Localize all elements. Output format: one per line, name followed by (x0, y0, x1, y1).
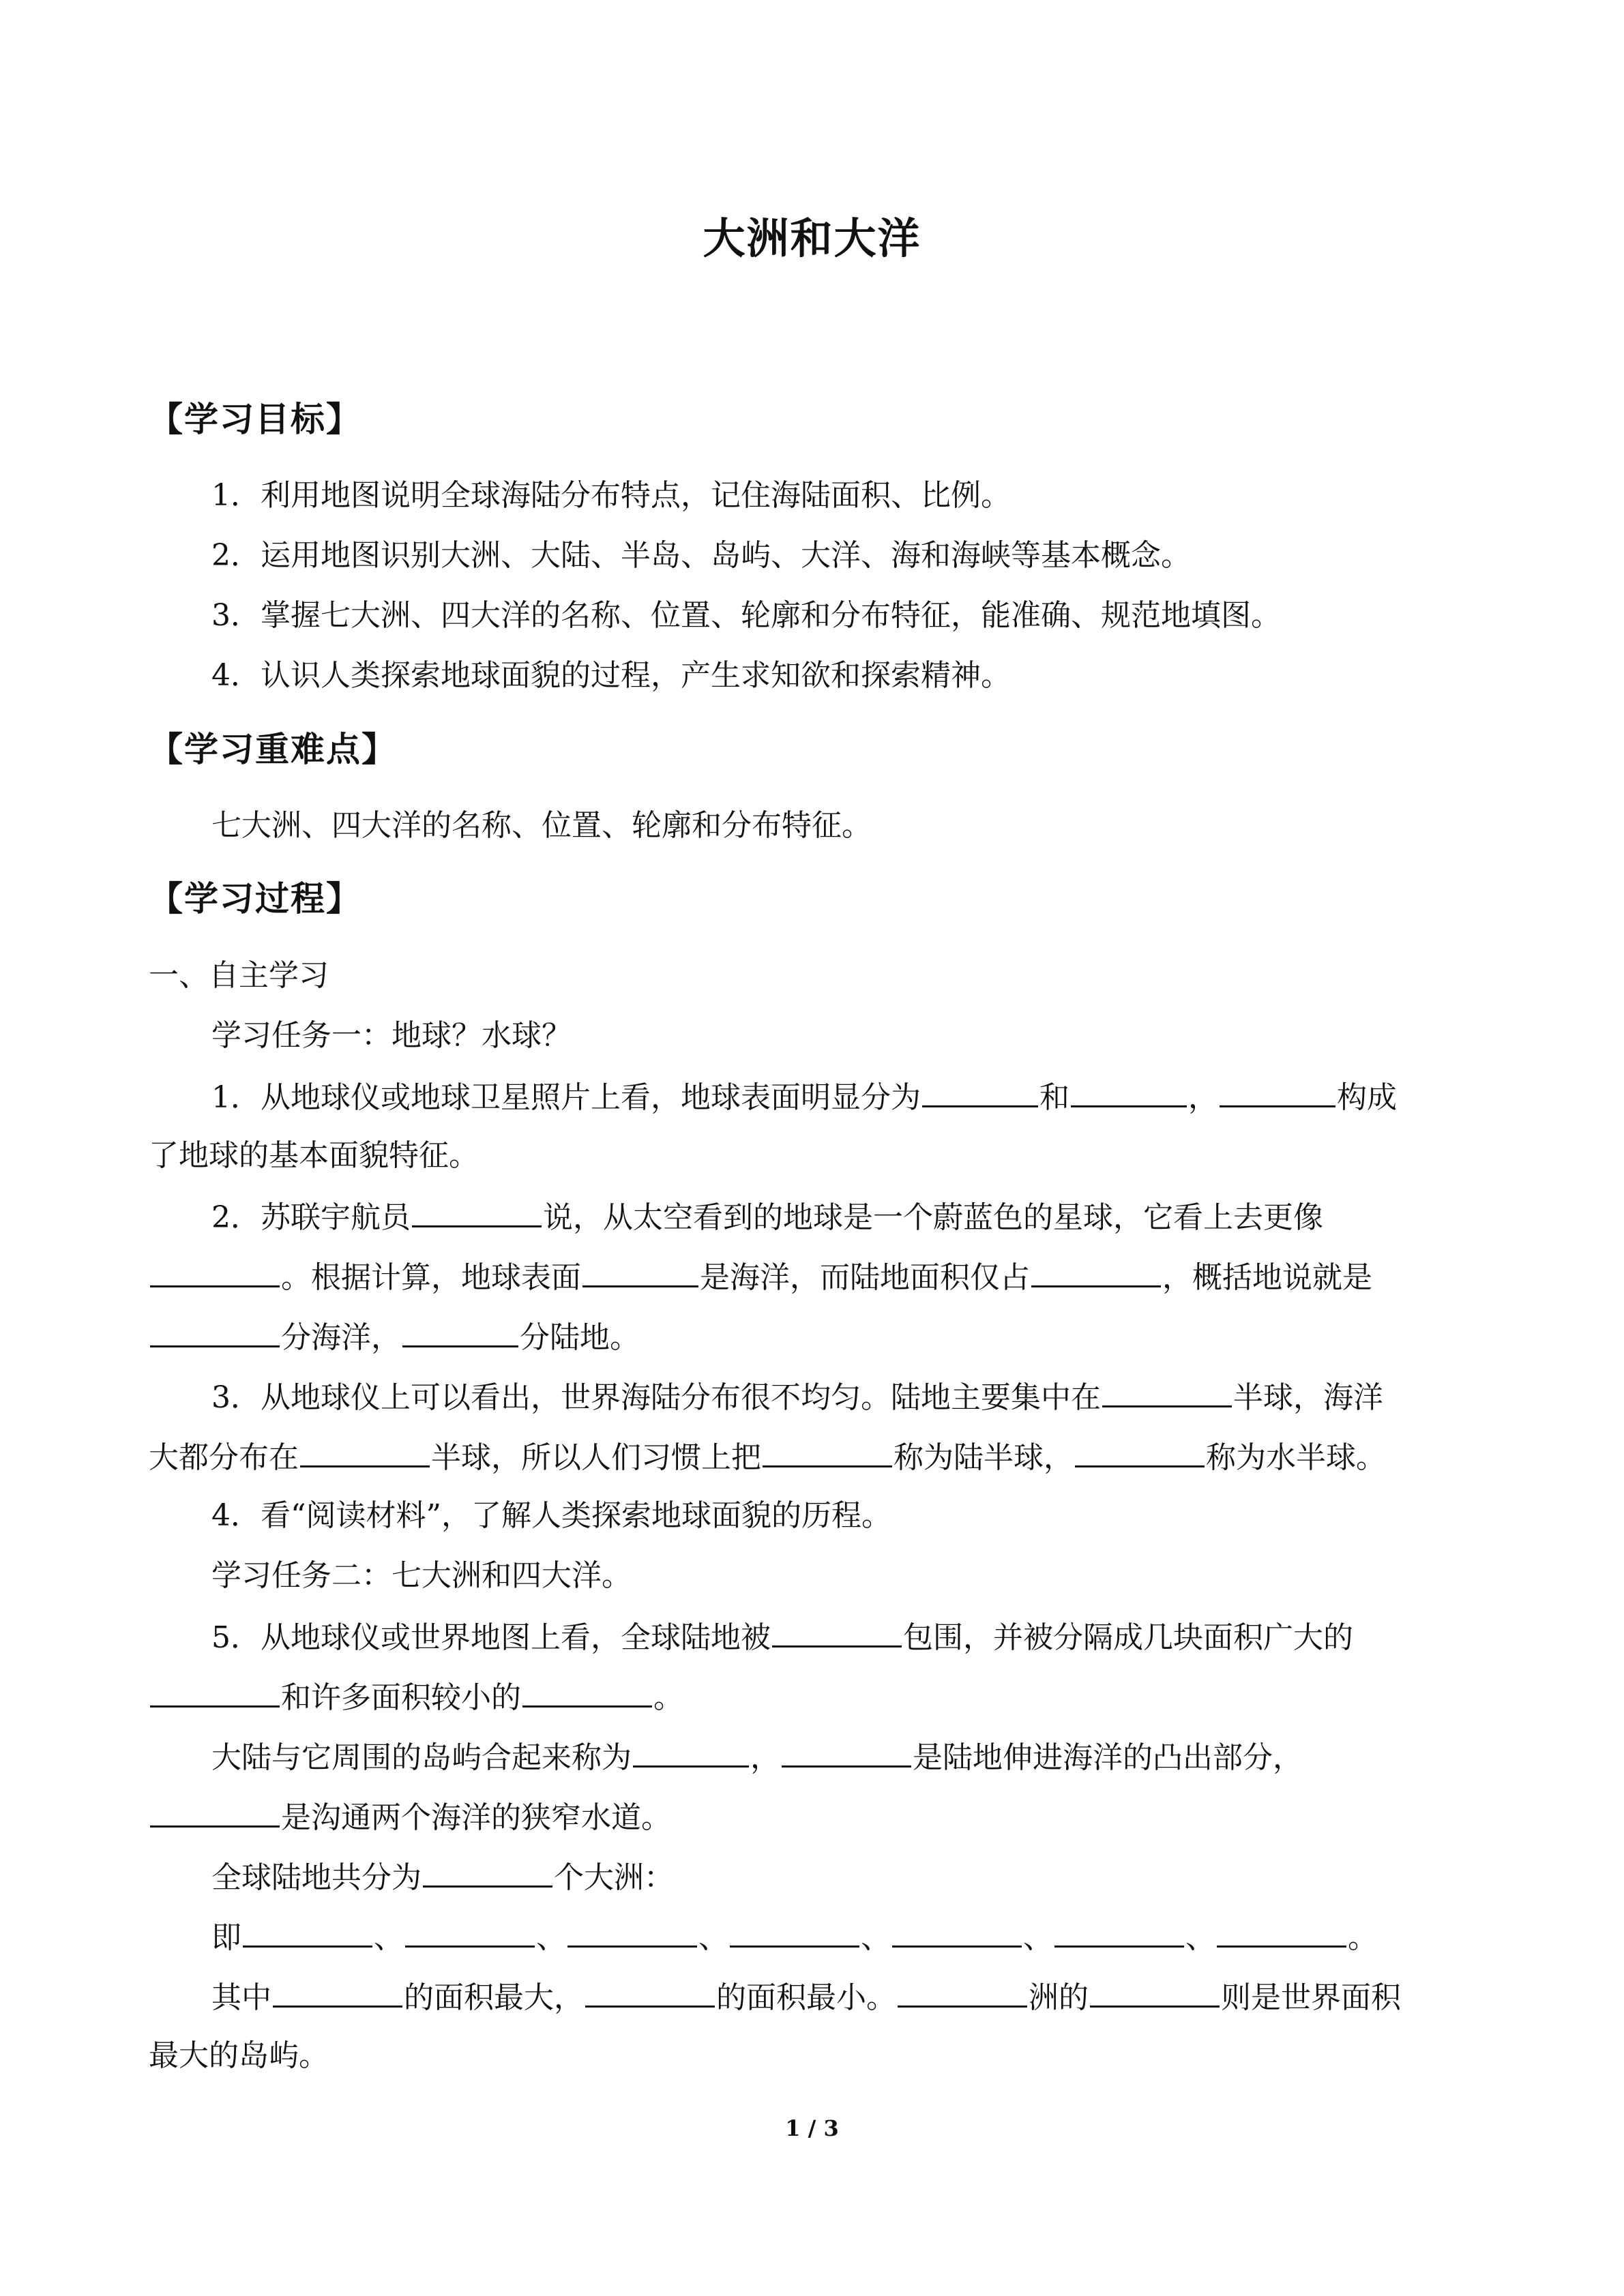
answer-blank[interactable] (522, 1675, 652, 1708)
separator: 、 (1023, 1920, 1053, 1955)
answer-blank[interactable] (1054, 1915, 1184, 1948)
answer-blank[interactable] (633, 1735, 749, 1768)
answer-blank[interactable] (423, 1855, 552, 1888)
answer-blank[interactable] (1090, 1976, 1220, 2008)
answer-blank[interactable] (763, 1435, 892, 1467)
page-number: 1 / 3 (785, 2115, 839, 2141)
text-segment: 即 (211, 1920, 241, 1955)
text-segment: 大陆与它周围的岛屿合起来称为 (211, 1740, 632, 1775)
text-segment: 分陆地。 (520, 1320, 640, 1355)
paragraph-7 (211, 1855, 674, 1898)
text-segment: ， (750, 1740, 780, 1775)
text-segment: 全球陆地共分为 (211, 1860, 422, 1895)
answer-blank[interactable] (582, 1255, 698, 1287)
heading-process: 【学习过程】 (149, 879, 361, 919)
text-segment: 分海洋， (281, 1320, 401, 1355)
question-1-line-1 (211, 1075, 1397, 1118)
answer-blank[interactable] (150, 1255, 280, 1287)
separator: 、 (698, 1920, 728, 1955)
text-segment: 。 (1348, 1920, 1378, 1955)
text-segment: 和许多面积较小的 (281, 1680, 521, 1715)
answer-blank[interactable] (898, 1976, 1027, 2008)
objective-item: 1．利用地图说明全球海陆分布特点，记住海陆面积、比例。 (211, 478, 1011, 513)
text-segment: 包围，并被分隔成几块面积广大的 (903, 1620, 1353, 1655)
answer-blank[interactable] (567, 1915, 697, 1948)
task-title: 学习任务一：地球？水球？ (211, 1018, 572, 1053)
text-segment: 洲的 (1029, 1980, 1089, 2015)
task-title: 学习任务二：七大洲和四大洋。 (211, 1558, 632, 1593)
answer-blank[interactable] (405, 1915, 535, 1948)
separator: 、 (861, 1920, 891, 1955)
text-segment: 。根据计算，地球表面 (281, 1260, 581, 1295)
text-segment: 说，从太空看到的地球是一个蔚蓝色的星球，它看上去更像 (543, 1200, 1323, 1235)
text-segment: 2．苏联宇航员 (211, 1200, 411, 1235)
answer-blank[interactable] (1071, 1075, 1187, 1107)
answer-blank[interactable] (585, 1976, 715, 2008)
text-segment: 构成 (1337, 1080, 1397, 1115)
text-segment: 。 (653, 1680, 683, 1715)
answer-blank[interactable] (772, 1615, 902, 1648)
answer-blank[interactable] (243, 1915, 372, 1948)
heading-key-points: 【学习重难点】 (149, 730, 397, 769)
text-segment: 半球，所以人们习惯上把 (431, 1440, 761, 1475)
answer-blank[interactable] (1102, 1375, 1232, 1407)
answer-blank[interactable] (150, 1675, 280, 1708)
text-segment: 称为陆半球， (894, 1440, 1074, 1475)
paragraph-6-line-2 (149, 1795, 671, 1838)
text-segment: 的面积最大， (404, 1980, 584, 2015)
answer-blank[interactable] (300, 1435, 430, 1467)
question-2-line-1 (211, 1195, 1323, 1238)
question-5-line-2 (149, 1675, 683, 1718)
text-segment: 个大洲： (554, 1860, 674, 1895)
text-segment: 和 (1039, 1080, 1069, 1115)
text-segment: 3．从地球仪上可以看出，世界海陆分布很不均匀。陆地主要集中在 (211, 1380, 1101, 1415)
answer-blank[interactable] (150, 1795, 280, 1828)
answer-blank[interactable] (402, 1315, 518, 1347)
question-3-line-2 (149, 1435, 1386, 1478)
answer-blank[interactable] (730, 1915, 859, 1948)
objective-item: 4．认识人类探索地球面貌的过程，产生求知欲和探索精神。 (211, 658, 1011, 693)
text-segment: 是陆地伸进海洋的凸出部分， (913, 1740, 1303, 1775)
page-title: 大洲和大洋 (703, 213, 921, 263)
answer-blank[interactable] (412, 1195, 542, 1227)
answer-blank[interactable] (1031, 1255, 1161, 1287)
text-segment: 1．从地球仪或地球卫星照片上看，地球表面明显分为 (211, 1080, 921, 1115)
answer-blank[interactable] (273, 1976, 402, 2008)
paragraph-9-line-1 (211, 1976, 1401, 2018)
text-segment: 半球，海洋 (1233, 1380, 1383, 1415)
answer-blank[interactable] (892, 1915, 1022, 1948)
answer-blank[interactable] (150, 1315, 280, 1347)
separator: 、 (1185, 1920, 1215, 1955)
text-segment: 称为水半球。 (1206, 1440, 1386, 1475)
answer-blank[interactable] (1075, 1435, 1205, 1467)
text-segment: 是海洋，而陆地面积仅占 (700, 1260, 1030, 1295)
text-segment: 的面积最小。 (716, 1980, 896, 2015)
objective-item: 3．掌握七大洲、四大洋的名称、位置、轮廓和分布特征，能准确、规范地填图。 (211, 598, 1281, 633)
question-4: 4．看“阅读材料”，了解人类探索地球面貌的历程。 (211, 1498, 891, 1533)
paragraph-6-line-1 (211, 1735, 1303, 1778)
key-points-text: 七大洲、四大洋的名称、位置、轮廓和分布特征。 (211, 808, 872, 843)
question-1-line-2: 了地球的基本面貌特征。 (149, 1138, 479, 1173)
question-2-line-2 (149, 1255, 1372, 1298)
text-segment: 则是世界面积 (1221, 1980, 1401, 2015)
question-5-line-1 (211, 1615, 1353, 1658)
answer-blank[interactable] (782, 1735, 911, 1768)
question-2-line-3 (149, 1315, 640, 1358)
heading-objectives: 【学习目标】 (149, 400, 361, 439)
paragraph-8 (211, 1915, 1378, 1958)
separator: 、 (374, 1920, 404, 1955)
text-segment: 是沟通两个海洋的狭窄水道。 (281, 1800, 671, 1835)
paragraph-9-line-2: 最大的岛屿。 (149, 2038, 329, 2073)
question-3-line-1 (211, 1375, 1383, 1418)
objective-item: 2．运用地图识别大洲、大陆、半岛、岛屿、大洋、海和海峡等基本概念。 (211, 538, 1191, 573)
text-segment: 其中 (211, 1980, 271, 2015)
answer-blank[interactable] (1217, 1915, 1346, 1948)
text-segment: 大都分布在 (149, 1440, 299, 1475)
text-segment: ，概括地说就是 (1162, 1260, 1372, 1295)
answer-blank[interactable] (1220, 1075, 1335, 1107)
answer-blank[interactable] (922, 1075, 1038, 1107)
separator: 、 (536, 1920, 566, 1955)
section-heading: 一、自主学习 (149, 958, 329, 993)
text-segment: 5．从地球仪或世界地图上看，全球陆地被 (211, 1620, 771, 1655)
text-segment: ， (1188, 1080, 1218, 1115)
